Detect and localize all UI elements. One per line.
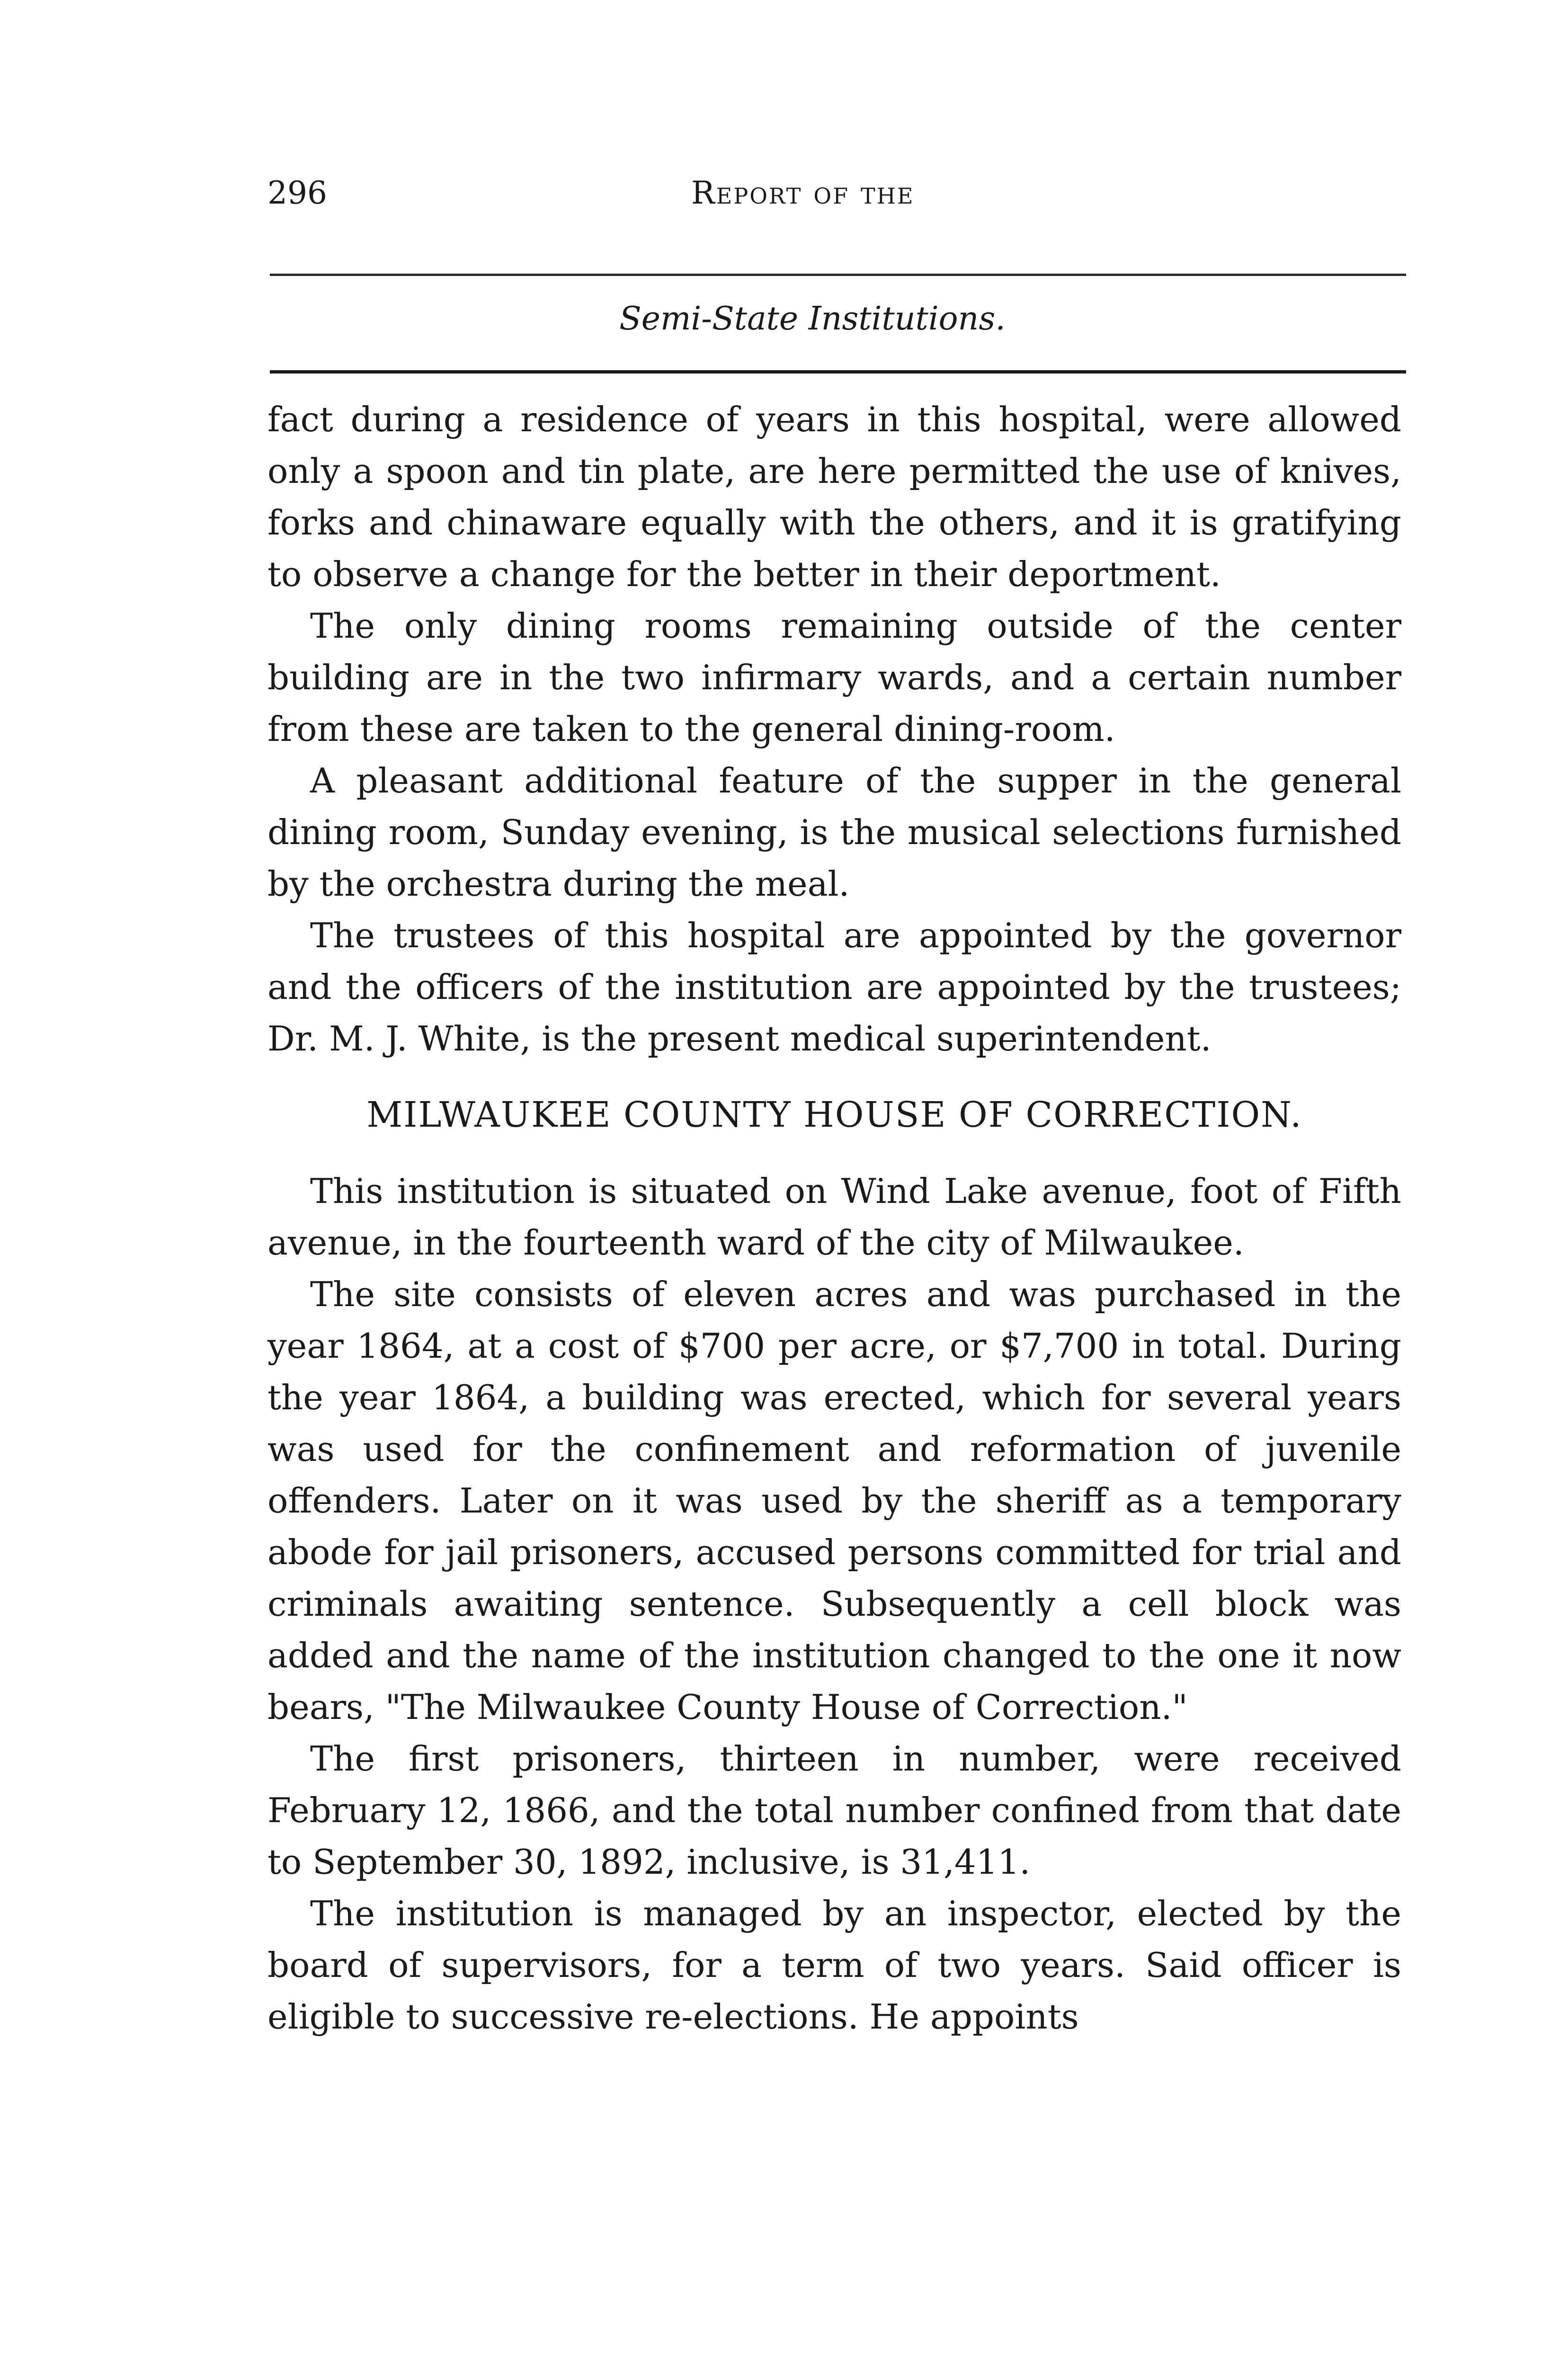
body-text <box>267 394 1401 2043</box>
paragraph: The only dining rooms remaining outside of the center building are in the two infirmary wards, and a certain number from these are taken to the general dining-room. <box>267 606 1401 749</box>
header-rule-bottom <box>270 370 1406 374</box>
section-heading: MILWAUKEE COUNTY HOUSE OF CORRECTION. <box>366 1095 1302 1135</box>
paragraph: The site consists of eleven acres and was purchased in the year 1864, at a cost of $700 per acre, or $7,700 in total. During the year 1864, a building was erected, which for several years was used for the confinement and reformation of juvenile offenders. Later on it was used by the sheriff as a temporary abode for jail prisoners, accused persons committed for trial and criminals awaiting sentence. Subsequently a cell block was added and the name of the institution changed to the one it now bears, "The Milwaukee County House of Correction." <box>267 1274 1401 1727</box>
header-rule-top <box>270 274 1406 276</box>
running-title: Report of the <box>691 175 915 211</box>
paragraph: The trustees of this hospital are appointed by the governor and the officers of the institution are appointed by the trustees; Dr. M. J. White, is the present medical superintendent. <box>267 916 1401 1059</box>
paragraph: The first prisoners, thirteen in number, were received February 12, 1866, and the total number confined from that date to September 30, 1892, inclusive, is 31,411. <box>267 1739 1401 1882</box>
paragraph: A pleasant additional feature of the supper in the general dining room, Sunday evening, is the musical selections furnished by the orchestra during the meal. <box>267 761 1401 904</box>
paragraph: The institution is managed by an inspector, elected by the board of supervisors, for a term of two years. Said officer is eligible to successive re-elections. He appoints <box>267 1894 1401 2037</box>
section-title: Semi-State Institutions. <box>619 300 1006 338</box>
paragraph: fact during a residence of years in this hospital, were allowed only a spoon and tin plate, are here permitted the use of knives, forks and chinaware equally with the others, and it is gratifying to observe a change for the better in their deportment. <box>267 400 1401 594</box>
page-number: 296 <box>267 175 327 211</box>
paragraph: This institution is situated on Wind Lake avenue, foot of Fifth avenue, in the fourteenth ward of the city of Milwaukee. <box>267 1171 1401 1263</box>
